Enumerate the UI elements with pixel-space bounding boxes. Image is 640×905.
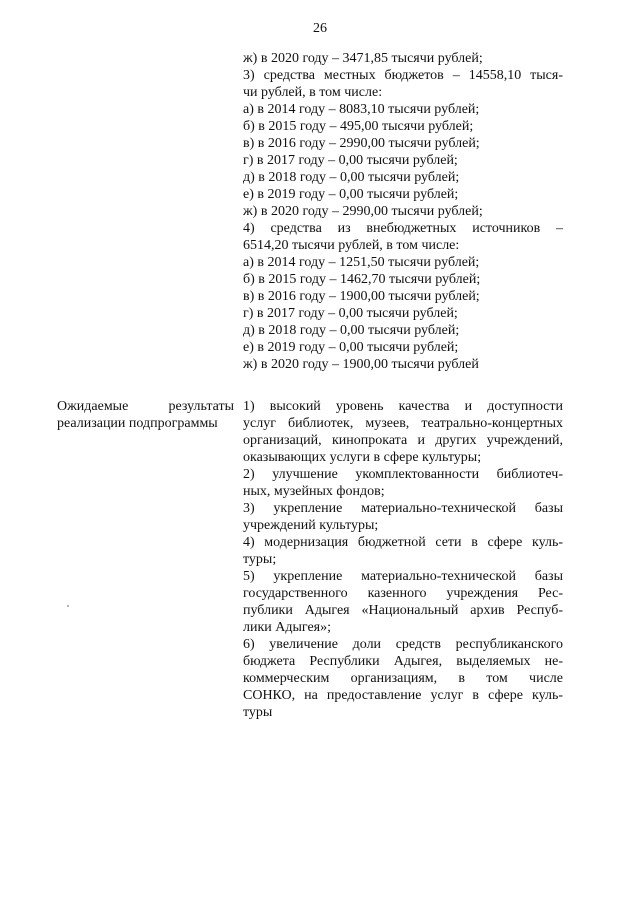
page-number: 26 — [313, 21, 327, 36]
text-line: чи рублей, в том числе: — [243, 85, 383, 100]
text-line: организаций, кинопроката и других учреждений, — [243, 433, 563, 448]
text-line: СОНКО, на предоставление услуг в сфере куль- — [243, 688, 563, 703]
text-line: а) в 2014 году – 1251,50 тысячи рублей; — [243, 255, 480, 270]
text-line: 6514,20 тысячи рублей, в том числе: — [243, 238, 460, 253]
text-line: оказывающих услуги в сфере культуры; — [243, 450, 482, 465]
text-line: а) в 2014 году – 8083,10 тысячи рублей; — [243, 102, 480, 117]
text-line: бюджета Республики Адыгея, выделяемых не- — [243, 654, 563, 669]
text-line: г) в 2017 году – 0,00 тысячи рублей; — [243, 306, 458, 321]
text-line: е) в 2019 году – 0,00 тысячи рублей; — [243, 187, 459, 202]
text-line: ж) в 2020 году – 3471,85 тысячи рублей; — [243, 51, 483, 66]
text-line: туры — [243, 705, 273, 720]
text-line: д) в 2018 году – 0,00 тысячи рублей; — [243, 323, 460, 338]
text-line: 1) высокий уровень качества и доступности — [243, 399, 563, 414]
text-line: услуг библиотек, музеев, театрально-концертных — [243, 416, 563, 431]
text-line: е) в 2019 году – 0,00 тысячи рублей; — [243, 340, 459, 355]
expected-results-list — [243, 398, 563, 721]
scan-speck — [67, 605, 69, 607]
text-line: ж) в 2020 году – 2990,00 тысячи рублей; — [243, 204, 483, 219]
expected-results-label — [57, 398, 234, 432]
text-line: 6) увеличение доли средств республиканского — [243, 637, 563, 652]
text-line: 5) укрепление материально-технической базы — [243, 569, 563, 584]
text-line: 4) модернизация бюджетной сети в сфере куль- — [243, 535, 563, 550]
text-line: 3) укрепление материально-технической базы — [243, 501, 563, 516]
funding-sources-list — [243, 50, 563, 373]
text-line: б) в 2015 году – 1462,70 тысячи рублей; — [243, 272, 481, 287]
text-line: 2) улучшение укомплектованности библиотеч- — [243, 467, 563, 482]
text-line: в) в 2016 году – 2990,00 тысячи рублей; — [243, 136, 480, 151]
text-line: учреждений культуры; — [243, 518, 379, 533]
text-line: ж) в 2020 году – 1900,00 тысячи рублей — [243, 357, 479, 372]
text-line: 4) средства из внебюджетных источников – — [243, 221, 563, 236]
text-line: реализации подпрограммы — [57, 416, 218, 431]
text-line: лики Адыгея»; — [243, 620, 332, 635]
text-line: туры; — [243, 552, 277, 567]
text-line: д) в 2018 году – 0,00 тысячи рублей; — [243, 170, 460, 185]
text-line: коммерческим организациям, в том числе — [243, 671, 563, 686]
text-line: 3) средства местных бюджетов – 14558,10 тыся- — [243, 68, 563, 83]
text-line: г) в 2017 году – 0,00 тысячи рублей; — [243, 153, 458, 168]
text-line: ных, музейных фондов; — [243, 484, 385, 499]
text-line: б) в 2015 году – 495,00 тысячи рублей; — [243, 119, 474, 134]
text-line: в) в 2016 году – 1900,00 тысячи рублей; — [243, 289, 480, 304]
text-line: государственного казенного учреждения Рес- — [243, 586, 563, 601]
text-line: публики Адыгея «Национальный архив Респуб- — [243, 603, 563, 618]
text-line: Ожидаемые результаты — [57, 399, 234, 414]
